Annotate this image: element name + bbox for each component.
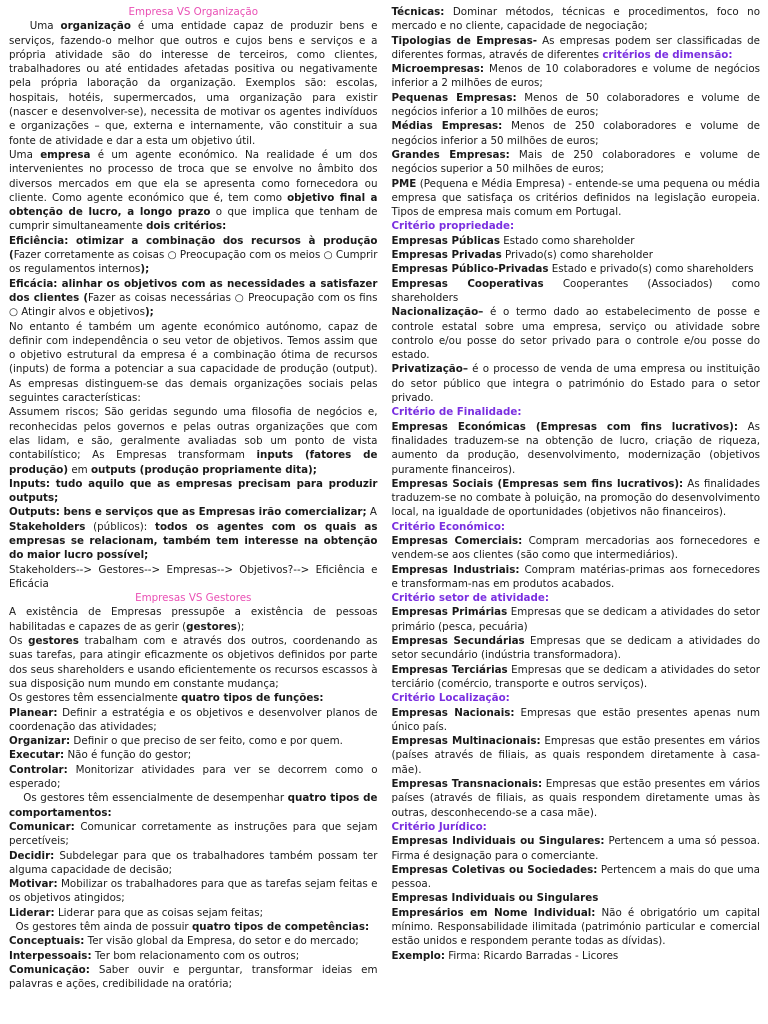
- item-pme: PME (Pequena e Média Empresa) - entende-se uma pequena ou média empresa que satisfaça os critérios definidos na legislação europeia. Tipos de empresa mais comum em Portugal.: [391, 177, 760, 219]
- item-nacionalizacao: Nacionalização– é o termo dado ao estabelecimento de posse e controle estatal sobre uma empresa, serviço ou atividade sobre controlo e/ou posse do setor privado para o controle e/ou posse do estado.: [391, 306, 760, 362]
- item-empresas-individuais: Empresas Individuais ou Singulares: Pertencem a uma só pessoa. Firma é designação para o comerciante.: [391, 835, 760, 862]
- paragraph-inputs: Inputs: tudo aquilo que as empresas precisam para produzir outputs;: [9, 477, 378, 505]
- item-empresas-coletivas: Empresas Coletivas ou Sociedades: Pertencem a mais do que uma pessoa.: [391, 863, 760, 891]
- heading-criterio-finalidade: Critério de Finalidade:: [391, 406, 522, 419]
- item-empresas-economicas: Empresas Económicas (Empresas com fins lucrativos): As finalidades traduzem-se na obtenção de lucro, criação de riqueza, aumento da produção, desenvolvimento, modernização (objetivos puramente financeiros).: [391, 420, 760, 476]
- item-planear: Planear: Definir a estratégia e os objetivos e desenvolver planos de coordenação das atividades;: [9, 706, 378, 733]
- item-interpessoais: Interpessoais: Ter bom relacionamento com os outros;: [9, 949, 300, 962]
- item-executar: Executar: Não é função do gestor;: [9, 749, 192, 762]
- item-empresas-publicas: Empresas Públicas Estado como shareholder: [391, 234, 635, 247]
- item-empresas-primarias: Empresas Primárias Empresas que se dedicam a atividades do setor primário (pesca, pecuária): [391, 606, 760, 633]
- paragraph-tipologias: Tipologias de Empresas- As empresas podem ser classificadas de diferentes formas, através de diferentes critérios de dimensão:: [391, 34, 760, 61]
- item-controlar: Controlar: Monitorizar atividades para ver se decorrem como o esperado;: [9, 763, 378, 791]
- paragraph-organizacao: Uma organização é uma entidade capaz de produzir bens e serviços, fazendo-o melhor que outros e cujos bens e serviços e a própria atividade são do interesse de terceiros, como clientes, trabalhadores ou até entidades afetadas positiva ou negativamente pela própria laboração da organização. Exemplos são: escolas, hospitais, hotéis, supermercados, uma organização para existir (nascer e desenvolver-se), necessita de motivar os agentes indivíduos e organizações – que, externa e internamente, vão constituir a sua fonte de atividade e dar a esta um objetivo útil.: [9, 20, 378, 147]
- item-empresas-publico-privadas: Empresas Público-Privadas Estado e privado(s) como shareholders: [391, 263, 754, 276]
- item-empresas-multinacionais: Empresas Multinacionais: Empresas que estão presentes em vários (países através de filiais, as quais respondem diretamente à casa-mãe).: [391, 735, 760, 776]
- left-column: [9, 5, 382, 1024]
- item-empresas-privadas: Empresas Privadas Privado(s) como shareholder: [391, 249, 653, 262]
- item-empresas-secundarias: Empresas Secundárias Empresas que se dedicam a atividades do setor secundário (indústria transformadora).: [391, 635, 761, 662]
- subheading-empresas-individuais: Empresas Individuais ou Singulares: [391, 892, 599, 905]
- item-liderar: Liderar: Liderar para que as coisas sejam feitas;: [9, 906, 264, 919]
- heading-empresa-vs-organizacao: Empresa VS Organização: [128, 6, 259, 18]
- item-tecnicas: Técnicas: Dominar métodos, técnicas e procedimentos, foco no mercado e no cliente, capacidade de negociação;: [391, 6, 760, 33]
- paragraph-caracteristicas: Assumem riscos; São geridas segundo uma filosofia de negócios e, reconhecidas pelos governos e pelas outras organizações que com elas lidam, e são, geralmente avaliadas sob um ponto de vista contabilístico; As Empresas transformam inputs (fatores de produção) em outputs (produção propriamente dita);: [9, 406, 378, 476]
- item-privatizacao: Privatização– é o processo de venda de uma empresa ou instituição do setor público que integra o património do Estado para o setor privado.: [391, 363, 760, 405]
- heading-criterio-localizacao: Critério Localização:: [391, 692, 510, 705]
- heading-empresas-vs-gestores: Empresas VS Gestores: [135, 592, 252, 605]
- item-comunicar: Comunicar: Comunicar corretamente as instruções para que sejam percetíveis;: [9, 820, 378, 848]
- item-microempresas: Microempresas: Menos de 10 colaboradores e volume de negócios inferior a 2 milhões de euros;: [391, 63, 760, 90]
- right-column: [392, 5, 761, 1024]
- paragraph-eficacia: Eficácia: alinhar os objetivos com as necessidades a satisfazer dos clientes (Fazer as coisas necessárias ○ Preocupação com os fins ○ Atingir alvos e objetivos);: [9, 277, 378, 319]
- item-organizar: Organizar: Definir o que preciso de ser feito, como e por quem.: [9, 735, 343, 748]
- item-conceptuais: Conceptuais: Ter visão global da Empresa, do setor e do mercado;: [9, 935, 359, 948]
- heading-criterio-propriedade: Critério propriedade:: [391, 220, 515, 233]
- paragraph-eficiencia: Eficiência: otimizar a combinação dos recursos à produção (Fazer corretamente as coisas ○ Preocupação com os meios ○ Cumprir os regulamentos internos);: [9, 234, 378, 276]
- item-empresas-transnacionais: Empresas Transnacionais: Empresas que estão presentes em vários países (através de filiais, as quais respondem diretamente umas às outras, desconhecendo-se a casa mãe).: [391, 778, 760, 819]
- heading-criterio-economico: Critério Económico:: [391, 520, 506, 533]
- paragraph-gestores: Os gestores trabalham com e através dos outros, coordenando as suas tarefas, para atingir eficazmente os objetivos definidos por parte dos seus shareholders e usando eficientemente os recursos escassos à sua disposição num mundo em constante mudança;: [9, 635, 378, 690]
- item-medias-empresas: Médias Empresas: Menos de 250 colaboradores e volume de negócios inferior a 50 milhões de euros;: [391, 120, 760, 147]
- paragraph-funcoes-intro: Os gestores têm essencialmente quatro tipos de funções:: [9, 692, 324, 705]
- paragraph-competencias-intro: Os gestores têm ainda de possuir quatro tipos de competências:: [9, 921, 370, 933]
- item-empresas-comerciais: Empresas Comerciais: Compram mercadorias aos fornecedores e vendem-se aos clientes (são como que intermediários).: [391, 534, 760, 562]
- paragraph-outputs: Outputs: bens e serviços que as Empresas irão comercializar; A: [9, 506, 377, 519]
- item-empresas-industriais: Empresas Industriais: Compram matérias-primas aos fornecedores e transformam-nas em produtos acabados.: [391, 563, 760, 590]
- heading-criterio-juridico: Critério Jurídico:: [391, 820, 487, 833]
- item-empresas-terciarias: Empresas Terciárias Empresas que se dedicam a atividades do setor terciário (comércio, transporte e outros serviços).: [391, 663, 760, 690]
- item-empresas-cooperativas: Empresas Cooperativas Cooperantes (Associados) como shareholders: [391, 277, 760, 304]
- paragraph-existencia: A existência de Empresas pressupõe a existência de pessoas habilitadas e capazes de as gerir (gestores);: [9, 606, 378, 633]
- item-exemplo: Exemplo: Firma: Ricardo Barradas - Licores: [391, 949, 619, 962]
- paragraph-empresa: Uma empresa é um agente económico. Na realidade é um dos intervenientes no processo de troca que se envolve no âmbito dos diversos mercados em que ela se apresenta como fornecedora ou cliente. Como agente económico que é, tem como objetivo final a obtenção de lucro, a longo prazo o que implica que tenham de cumprir simultaneamente dois critérios:: [9, 148, 378, 233]
- item-pequenas-empresas: Pequenas Empresas: Menos de 50 colaboradores e volume de negócios inferior a 10 milhões de euros;: [391, 91, 761, 119]
- heading-criterio-setor: Critério setor de atividade:: [391, 592, 549, 605]
- item-empresas-sociais: Empresas Sociais (Empresas sem fins lucrativos): As finalidades traduzem-se no combate à poluição, na promoção do desenvolvimento local, na igualdade de oportunidades (objetivos não financeiros).: [391, 477, 760, 519]
- item-empresarios-nome-individual: Empresários em Nome Individual: Não é obrigatório um capital mínimo. Responsabilidade ilimitada (património particular e comercial estão unidos e respondem perante todas as dívidas).: [391, 906, 760, 948]
- paragraph-agente-autonomo: No entanto é também um agente económico autónomo, capaz de definir com independência o seu vetor de objetivos. Temos assim que o objetivo estrutural da empresa é a combinação ótima de recursos (inputs) de forma a potenciar a sua capacidade de produção (output). As empresas distinguem-se das demais organizações sociais pelas seguintes características:: [9, 320, 378, 405]
- item-motivar: Motivar: Mobilizar os trabalhadores para que as tarefas sejam feitas e os objetivos atingidos;: [9, 878, 378, 905]
- item-decidir: Decidir: Subdelegar para que os trabalhadores também possam ter alguma capacidade de decisão;: [9, 849, 378, 876]
- paragraph-stakeholders: Stakeholders (públicos): todos os agentes com os quais as empresas se relacionam, também tem interesse na obtenção do maior lucro possível;: [9, 520, 378, 562]
- item-comunicacao: Comunicação: Saber ouvir e perguntar, transformar ideias em palavras e ações, credibilidade na oratória;: [9, 963, 378, 991]
- paragraph-comportamentos-intro: Os gestores têm essencialmente de desempenhar quatro tipos de comportamentos:: [9, 792, 382, 819]
- paragraph-chain: Stakeholders--> Gestores--> Empresas--> Objetivos?--> Eficiência e Eficácia: [9, 563, 378, 590]
- item-grandes-empresas: Grandes Empresas: Mais de 250 colaboradores e volume de negócios superior a 50 milhões de euros;: [391, 148, 760, 176]
- item-empresas-nacionais: Empresas Nacionais: Empresas que estão presentes apenas num único país.: [391, 706, 760, 733]
